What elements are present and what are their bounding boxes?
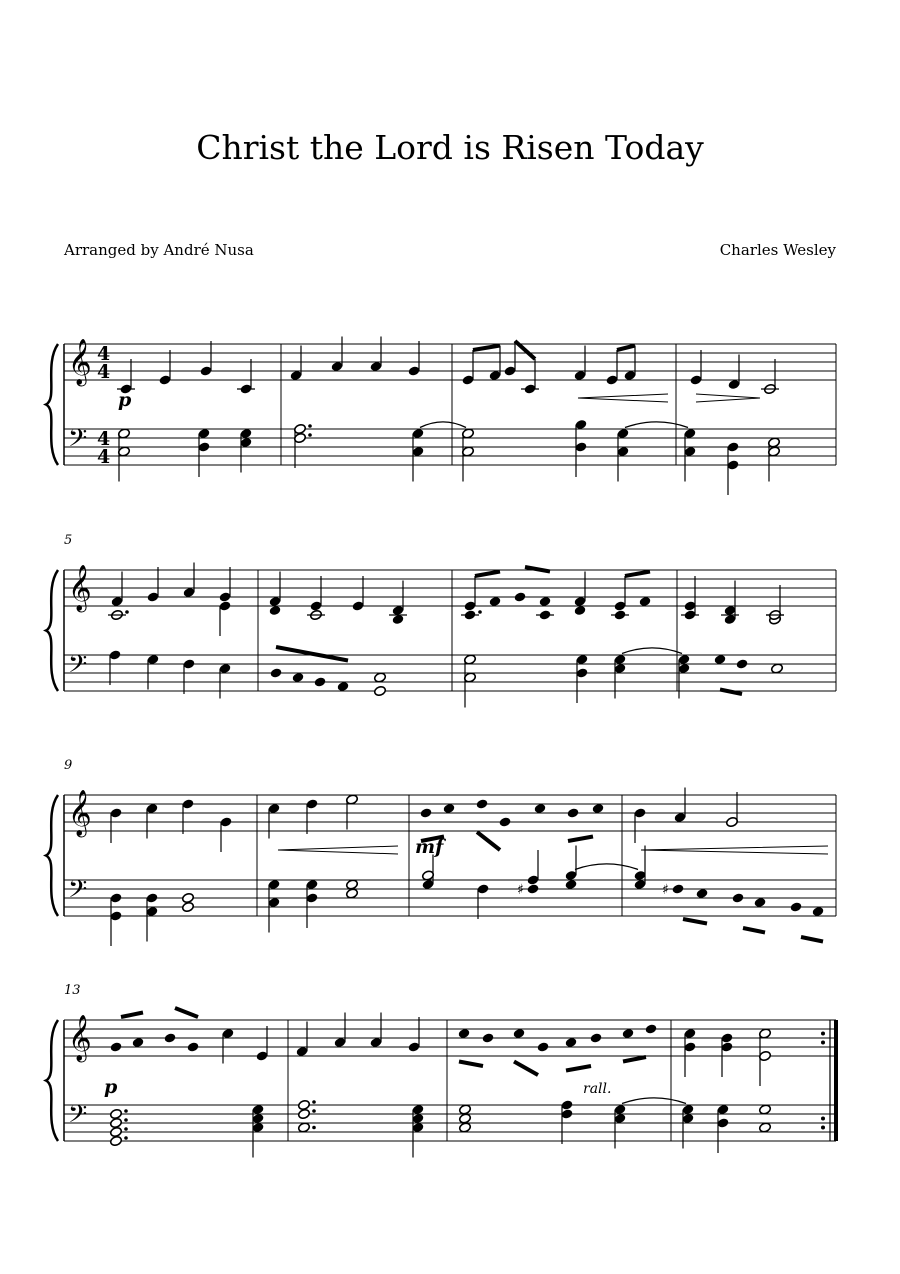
tempo-marking-rall: rall. <box>583 1081 612 1097</box>
note-head <box>110 1117 123 1128</box>
beam <box>473 346 500 351</box>
bass-time-signature-top: 4 <box>97 428 111 450</box>
decrescendo-hairpin <box>696 394 760 402</box>
note-head <box>459 1122 472 1133</box>
beam <box>801 937 823 942</box>
note-head <box>110 1135 123 1146</box>
dot <box>124 1127 128 1131</box>
note-head <box>459 1113 472 1124</box>
measure-number: 5 <box>64 533 73 548</box>
crescendo-hairpin <box>641 846 828 854</box>
note-head <box>489 596 502 607</box>
treble-clef: 𝄞 <box>68 790 92 836</box>
note-head <box>270 667 283 678</box>
note-head <box>639 596 652 607</box>
note-head <box>754 897 767 908</box>
piece-title: Christ the Lord is Risen Today <box>196 128 704 167</box>
dynamic-p: p <box>104 1076 118 1098</box>
note-head <box>499 816 512 827</box>
beam <box>617 346 635 351</box>
note-head <box>187 1041 200 1052</box>
composer-credit: Charles Wesley <box>719 241 836 259</box>
dot <box>312 1100 316 1104</box>
note-head <box>714 654 727 665</box>
note-head <box>182 901 195 912</box>
note-head <box>346 888 359 899</box>
note-head <box>110 1108 123 1119</box>
note-head <box>527 883 540 894</box>
beam <box>568 837 593 842</box>
note-head <box>645 1023 658 1034</box>
note-head <box>736 658 749 669</box>
note-head <box>337 681 350 692</box>
brace <box>46 795 58 916</box>
note-head <box>513 1028 526 1039</box>
beam <box>276 647 348 661</box>
note-head <box>590 1032 603 1043</box>
note-head <box>110 1041 123 1052</box>
system-1 <box>46 339 836 468</box>
beam <box>121 1013 143 1018</box>
dot <box>124 1118 128 1122</box>
bass-clef: 𝄢 <box>68 1100 88 1135</box>
note-head <box>482 1032 495 1043</box>
note-head <box>292 672 305 683</box>
treble-clef: 𝄞 <box>68 1015 92 1061</box>
repeat-dot <box>821 1126 825 1130</box>
note-head <box>790 901 803 912</box>
dot <box>308 433 312 437</box>
note-head <box>314 676 327 687</box>
repeat-dot <box>821 1032 825 1036</box>
note-head <box>374 672 387 683</box>
bass-clef: 𝄢 <box>68 424 88 459</box>
beam <box>477 832 500 850</box>
note-head <box>759 1104 772 1115</box>
note-head <box>298 1108 311 1119</box>
beam <box>566 1066 591 1071</box>
bass-clef: 𝄢 <box>68 875 88 910</box>
sharp-sign: ♯ <box>517 882 524 898</box>
tie <box>622 1098 686 1104</box>
beam <box>475 572 500 577</box>
brace <box>46 344 58 465</box>
note-head <box>592 803 605 814</box>
beam <box>514 1062 538 1076</box>
note-head <box>459 1104 472 1115</box>
note-head <box>476 798 489 809</box>
dot <box>124 1109 128 1113</box>
note-head <box>672 883 685 894</box>
treble-clef: 𝄞 <box>68 565 92 611</box>
repeat-dot <box>821 1041 825 1045</box>
dot <box>125 610 129 614</box>
crescendo-hairpin <box>278 846 398 854</box>
note-head <box>269 605 282 616</box>
note-head <box>443 803 456 814</box>
system-2 <box>46 533 836 691</box>
treble-clef: 𝄞 <box>68 339 92 385</box>
bass-clef: 𝄢 <box>68 650 88 685</box>
note-head <box>132 1037 145 1048</box>
dot <box>478 610 482 614</box>
dot <box>312 1109 316 1113</box>
note-head <box>182 892 195 903</box>
beam <box>175 1008 198 1017</box>
crescendo-hairpin <box>578 394 668 402</box>
repeat-dot <box>821 1117 825 1121</box>
note-head <box>110 1126 123 1137</box>
note-head <box>759 1122 772 1133</box>
tie <box>625 422 688 428</box>
note-head <box>534 803 547 814</box>
dot <box>312 1126 316 1130</box>
measure-number: 9 <box>64 758 73 773</box>
beam <box>459 1062 483 1067</box>
brace <box>46 1020 58 1141</box>
note-head <box>164 1032 177 1043</box>
note-head <box>732 892 745 903</box>
beam <box>525 567 550 572</box>
beam <box>720 690 742 695</box>
tie <box>575 864 638 870</box>
tie <box>420 422 466 428</box>
note-head <box>696 888 709 899</box>
bass-time-signature-bottom: 4 <box>97 446 111 468</box>
note-head <box>514 591 527 602</box>
note-head <box>298 1122 311 1133</box>
note-head <box>298 1099 311 1110</box>
arranger-credit: Arranged by André Nusa <box>64 241 254 259</box>
beam <box>625 572 650 577</box>
note-head <box>537 1041 550 1052</box>
note-head <box>420 807 433 818</box>
tie <box>622 648 682 654</box>
treble-time-signature-bottom: 4 <box>97 361 111 383</box>
note-head <box>565 879 578 890</box>
note-head <box>567 807 580 818</box>
beam <box>683 919 707 924</box>
note-head <box>539 596 552 607</box>
brace <box>46 570 58 691</box>
note-head <box>574 605 587 616</box>
note-head <box>374 685 387 696</box>
note-head <box>458 1028 471 1039</box>
treble-time-signature-top: 4 <box>97 343 111 365</box>
note-head <box>812 906 825 917</box>
note-head <box>565 1037 578 1048</box>
dot <box>124 1136 128 1140</box>
note-head <box>771 663 784 674</box>
dynamic-mf: mf <box>415 836 444 858</box>
measure-number: 13 <box>64 983 81 998</box>
sharp-sign: ♯ <box>662 882 669 898</box>
beam <box>743 928 765 933</box>
dynamic-p: p <box>118 389 132 411</box>
note-head <box>346 879 359 890</box>
beam <box>623 1057 646 1062</box>
dot <box>308 424 312 428</box>
note-head <box>622 1028 635 1039</box>
